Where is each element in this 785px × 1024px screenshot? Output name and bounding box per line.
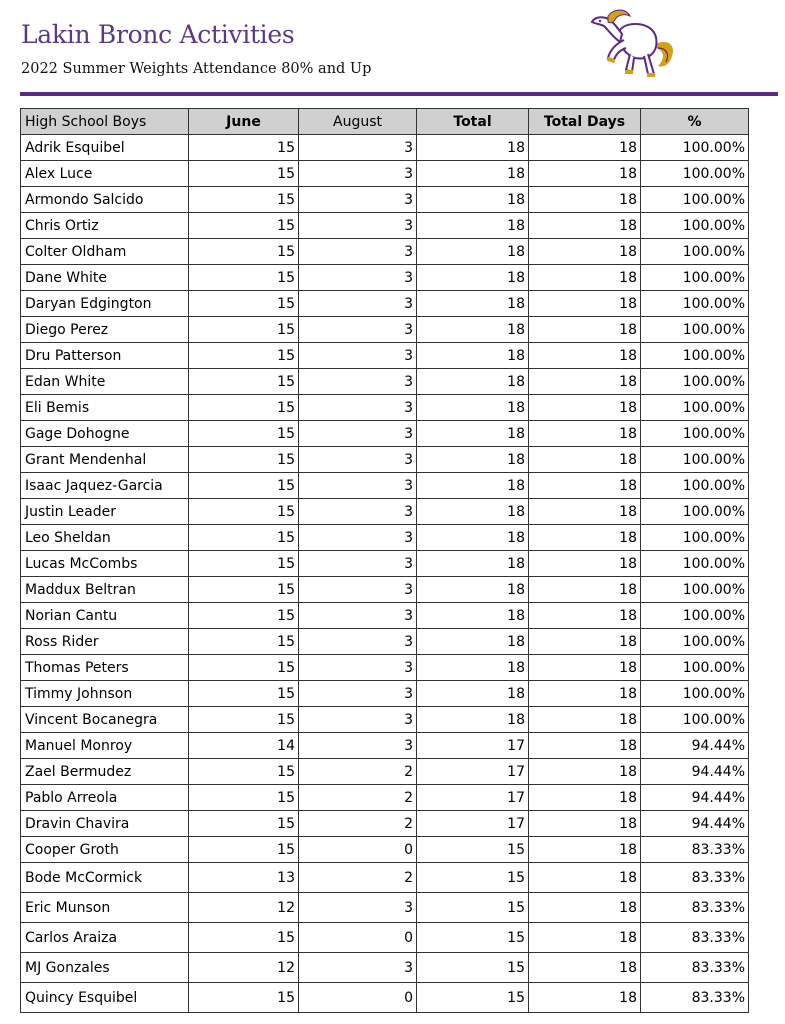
name-cell: Armondo Salcido — [21, 187, 189, 213]
august-cell: 3 — [299, 291, 417, 317]
name-cell: Eric Munson — [21, 893, 189, 923]
august-cell: 3 — [299, 369, 417, 395]
percent-cell: 83.33% — [641, 837, 749, 863]
august-cell: 3 — [299, 421, 417, 447]
name-cell: MJ Gonzales — [21, 953, 189, 983]
june-cell: 15 — [189, 785, 299, 811]
table-row — [21, 421, 749, 447]
column-header-total: Total — [417, 109, 529, 135]
percent-cell: 94.44% — [641, 811, 749, 837]
column-header-percent: % — [641, 109, 749, 135]
percent-cell: 100.00% — [641, 369, 749, 395]
august-cell: 3 — [299, 161, 417, 187]
percent-cell: 83.33% — [641, 983, 749, 1013]
total-cell: 15 — [417, 983, 529, 1013]
name-cell: Pablo Arreola — [21, 785, 189, 811]
august-cell: 3 — [299, 265, 417, 291]
name-cell: Lucas McCombs — [21, 551, 189, 577]
total-days-cell: 18 — [529, 629, 641, 655]
june-cell: 15 — [189, 681, 299, 707]
june-cell: 15 — [189, 629, 299, 655]
table-row — [21, 893, 749, 923]
june-cell: 15 — [189, 421, 299, 447]
june-cell: 15 — [189, 161, 299, 187]
table-row — [21, 603, 749, 629]
june-cell: 15 — [189, 395, 299, 421]
total-cell: 18 — [417, 629, 529, 655]
august-cell: 3 — [299, 213, 417, 239]
total-cell: 18 — [417, 213, 529, 239]
total-days-cell: 18 — [529, 707, 641, 733]
august-cell: 3 — [299, 681, 417, 707]
total-cell: 17 — [417, 785, 529, 811]
percent-cell: 100.00% — [641, 421, 749, 447]
total-cell: 18 — [417, 525, 529, 551]
table-row — [21, 525, 749, 551]
total-days-cell: 18 — [529, 343, 641, 369]
august-cell: 2 — [299, 863, 417, 893]
name-cell: Isaac Jaquez-Garcia — [21, 473, 189, 499]
total-cell: 18 — [417, 135, 529, 161]
percent-cell: 100.00% — [641, 629, 749, 655]
total-days-cell: 18 — [529, 265, 641, 291]
august-cell: 3 — [299, 733, 417, 759]
total-cell: 18 — [417, 447, 529, 473]
june-cell: 15 — [189, 655, 299, 681]
percent-cell: 100.00% — [641, 161, 749, 187]
table-row — [21, 369, 749, 395]
percent-cell: 100.00% — [641, 525, 749, 551]
total-cell: 18 — [417, 603, 529, 629]
name-cell: Ross Rider — [21, 629, 189, 655]
total-days-cell: 18 — [529, 759, 641, 785]
percent-cell: 100.00% — [641, 681, 749, 707]
june-cell: 15 — [189, 707, 299, 733]
total-days-cell: 18 — [529, 161, 641, 187]
name-cell: Chris Ortiz — [21, 213, 189, 239]
name-cell: Alex Luce — [21, 161, 189, 187]
table-row — [21, 837, 749, 863]
august-cell: 3 — [299, 135, 417, 161]
name-cell: Manuel Monroy — [21, 733, 189, 759]
percent-cell: 83.33% — [641, 923, 749, 953]
name-cell: Bode McCormick — [21, 863, 189, 893]
june-cell: 15 — [189, 343, 299, 369]
name-cell: Dane White — [21, 265, 189, 291]
june-cell: 15 — [189, 983, 299, 1013]
total-days-cell: 18 — [529, 395, 641, 421]
table-row — [21, 983, 749, 1013]
name-cell: Dru Patterson — [21, 343, 189, 369]
june-cell: 12 — [189, 953, 299, 983]
total-days-cell: 18 — [529, 525, 641, 551]
table-row — [21, 473, 749, 499]
total-days-cell: 18 — [529, 733, 641, 759]
table-row — [21, 863, 749, 893]
august-cell: 3 — [299, 317, 417, 343]
percent-cell: 94.44% — [641, 759, 749, 785]
total-days-cell: 18 — [529, 983, 641, 1013]
total-cell: 18 — [417, 421, 529, 447]
table-row — [21, 577, 749, 603]
name-cell: Justin Leader — [21, 499, 189, 525]
total-cell: 15 — [417, 953, 529, 983]
total-cell: 18 — [417, 395, 529, 421]
total-cell: 18 — [417, 681, 529, 707]
table-row — [21, 681, 749, 707]
name-cell: Dravin Chavira — [21, 811, 189, 837]
column-header-total-days: Total Days — [529, 109, 641, 135]
june-cell: 15 — [189, 577, 299, 603]
august-cell: 0 — [299, 837, 417, 863]
table-row — [21, 811, 749, 837]
table-row — [21, 395, 749, 421]
august-cell: 0 — [299, 983, 417, 1013]
total-cell: 18 — [417, 499, 529, 525]
june-cell: 15 — [189, 837, 299, 863]
table-row — [21, 655, 749, 681]
june-cell: 15 — [189, 291, 299, 317]
percent-cell: 100.00% — [641, 395, 749, 421]
total-days-cell: 18 — [529, 863, 641, 893]
name-cell: Colter Oldham — [21, 239, 189, 265]
total-cell: 18 — [417, 265, 529, 291]
total-cell: 17 — [417, 759, 529, 785]
total-days-cell: 18 — [529, 499, 641, 525]
june-cell: 15 — [189, 239, 299, 265]
name-cell: Thomas Peters — [21, 655, 189, 681]
table-row — [21, 265, 749, 291]
percent-cell: 100.00% — [641, 577, 749, 603]
table-row — [21, 953, 749, 983]
percent-cell: 100.00% — [641, 213, 749, 239]
total-cell: 18 — [417, 291, 529, 317]
total-days-cell: 18 — [529, 135, 641, 161]
percent-cell: 94.44% — [641, 733, 749, 759]
total-cell: 15 — [417, 837, 529, 863]
table-row — [21, 239, 749, 265]
column-header-june: June — [189, 109, 299, 135]
august-cell: 2 — [299, 811, 417, 837]
percent-cell: 100.00% — [641, 499, 749, 525]
percent-cell: 94.44% — [641, 785, 749, 811]
table-row — [21, 551, 749, 577]
name-cell: Gage Dohogne — [21, 421, 189, 447]
total-days-cell: 18 — [529, 239, 641, 265]
june-cell: 15 — [189, 811, 299, 837]
percent-cell: 83.33% — [641, 893, 749, 923]
attendance-table — [20, 108, 749, 1013]
column-header-august: August — [299, 109, 417, 135]
august-cell: 3 — [299, 629, 417, 655]
table-row — [21, 161, 749, 187]
august-cell: 3 — [299, 447, 417, 473]
june-cell: 14 — [189, 733, 299, 759]
june-cell: 15 — [189, 759, 299, 785]
total-cell: 15 — [417, 893, 529, 923]
total-days-cell: 18 — [529, 681, 641, 707]
percent-cell: 83.33% — [641, 863, 749, 893]
august-cell: 3 — [299, 655, 417, 681]
total-days-cell: 18 — [529, 291, 641, 317]
june-cell: 15 — [189, 603, 299, 629]
table-row — [21, 785, 749, 811]
august-cell: 3 — [299, 893, 417, 923]
name-cell: Cooper Groth — [21, 837, 189, 863]
table-row — [21, 317, 749, 343]
august-cell: 3 — [299, 603, 417, 629]
june-cell: 15 — [189, 213, 299, 239]
total-days-cell: 18 — [529, 785, 641, 811]
table-row — [21, 499, 749, 525]
total-cell: 17 — [417, 733, 529, 759]
total-cell: 18 — [417, 343, 529, 369]
page-title: Lakin Bronc Activities — [21, 20, 295, 49]
total-cell: 18 — [417, 473, 529, 499]
total-days-cell: 18 — [529, 317, 641, 343]
total-cell: 18 — [417, 707, 529, 733]
percent-cell: 100.00% — [641, 551, 749, 577]
august-cell: 3 — [299, 707, 417, 733]
table-row — [21, 187, 749, 213]
total-cell: 18 — [417, 239, 529, 265]
percent-cell: 100.00% — [641, 343, 749, 369]
total-days-cell: 18 — [529, 369, 641, 395]
header-divider — [20, 92, 778, 96]
june-cell: 15 — [189, 317, 299, 343]
august-cell: 3 — [299, 187, 417, 213]
percent-cell: 100.00% — [641, 291, 749, 317]
table-row — [21, 733, 749, 759]
name-cell: Norian Cantu — [21, 603, 189, 629]
total-days-cell: 18 — [529, 603, 641, 629]
percent-cell: 100.00% — [641, 655, 749, 681]
total-days-cell: 18 — [529, 953, 641, 983]
table-row — [21, 629, 749, 655]
name-cell: Leo Sheldan — [21, 525, 189, 551]
june-cell: 15 — [189, 473, 299, 499]
name-cell: Carlos Araiza — [21, 923, 189, 953]
total-cell: 15 — [417, 863, 529, 893]
august-cell: 2 — [299, 785, 417, 811]
table-header-row — [21, 109, 749, 135]
august-cell: 3 — [299, 239, 417, 265]
total-cell: 18 — [417, 187, 529, 213]
name-cell: Timmy Johnson — [21, 681, 189, 707]
name-cell: Daryan Edgington — [21, 291, 189, 317]
june-cell: 15 — [189, 551, 299, 577]
august-cell: 3 — [299, 395, 417, 421]
total-cell: 18 — [417, 369, 529, 395]
june-cell: 15 — [189, 265, 299, 291]
total-days-cell: 18 — [529, 473, 641, 499]
total-days-cell: 18 — [529, 837, 641, 863]
name-cell: Quincy Esquibel — [21, 983, 189, 1013]
percent-cell: 100.00% — [641, 265, 749, 291]
august-cell: 3 — [299, 473, 417, 499]
total-days-cell: 18 — [529, 421, 641, 447]
june-cell: 15 — [189, 447, 299, 473]
june-cell: 15 — [189, 525, 299, 551]
august-cell: 3 — [299, 499, 417, 525]
percent-cell: 100.00% — [641, 707, 749, 733]
june-cell: 15 — [189, 187, 299, 213]
name-cell: Adrik Esquibel — [21, 135, 189, 161]
june-cell: 15 — [189, 135, 299, 161]
total-days-cell: 18 — [529, 213, 641, 239]
total-cell: 18 — [417, 655, 529, 681]
total-cell: 18 — [417, 161, 529, 187]
name-cell: Zael Bermudez — [21, 759, 189, 785]
total-days-cell: 18 — [529, 655, 641, 681]
name-cell: Grant Mendenhal — [21, 447, 189, 473]
august-cell: 3 — [299, 953, 417, 983]
table-row — [21, 447, 749, 473]
total-days-cell: 18 — [529, 577, 641, 603]
page-subtitle: 2022 Summer Weights Attendance 80% and Up — [21, 61, 372, 77]
august-cell: 2 — [299, 759, 417, 785]
august-cell: 3 — [299, 525, 417, 551]
total-days-cell: 18 — [529, 923, 641, 953]
table-row — [21, 135, 749, 161]
total-cell: 15 — [417, 923, 529, 953]
august-cell: 3 — [299, 551, 417, 577]
total-cell: 18 — [417, 317, 529, 343]
name-cell: Edan White — [21, 369, 189, 395]
column-header-name: High School Boys — [21, 109, 189, 135]
percent-cell: 100.00% — [641, 135, 749, 161]
august-cell: 3 — [299, 577, 417, 603]
percent-cell: 100.00% — [641, 187, 749, 213]
table-row — [21, 759, 749, 785]
total-days-cell: 18 — [529, 187, 641, 213]
name-cell: Eli Bemis — [21, 395, 189, 421]
percent-cell: 100.00% — [641, 239, 749, 265]
total-days-cell: 18 — [529, 893, 641, 923]
percent-cell: 100.00% — [641, 447, 749, 473]
percent-cell: 100.00% — [641, 603, 749, 629]
percent-cell: 100.00% — [641, 473, 749, 499]
total-cell: 17 — [417, 811, 529, 837]
table-row — [21, 213, 749, 239]
total-cell: 18 — [417, 577, 529, 603]
total-days-cell: 18 — [529, 811, 641, 837]
june-cell: 15 — [189, 923, 299, 953]
name-cell: Vincent Bocanegra — [21, 707, 189, 733]
table-row — [21, 923, 749, 953]
august-cell: 0 — [299, 923, 417, 953]
june-cell: 13 — [189, 863, 299, 893]
bronc-horse-logo-icon — [586, 4, 678, 82]
percent-cell: 83.33% — [641, 953, 749, 983]
june-cell: 15 — [189, 499, 299, 525]
june-cell: 12 — [189, 893, 299, 923]
august-cell: 3 — [299, 343, 417, 369]
june-cell: 15 — [189, 369, 299, 395]
total-days-cell: 18 — [529, 551, 641, 577]
name-cell: Diego Perez — [21, 317, 189, 343]
percent-cell: 100.00% — [641, 317, 749, 343]
name-cell: Maddux Beltran — [21, 577, 189, 603]
total-cell: 18 — [417, 551, 529, 577]
total-days-cell: 18 — [529, 447, 641, 473]
table-row — [21, 291, 749, 317]
table-row — [21, 343, 749, 369]
table-row — [21, 707, 749, 733]
